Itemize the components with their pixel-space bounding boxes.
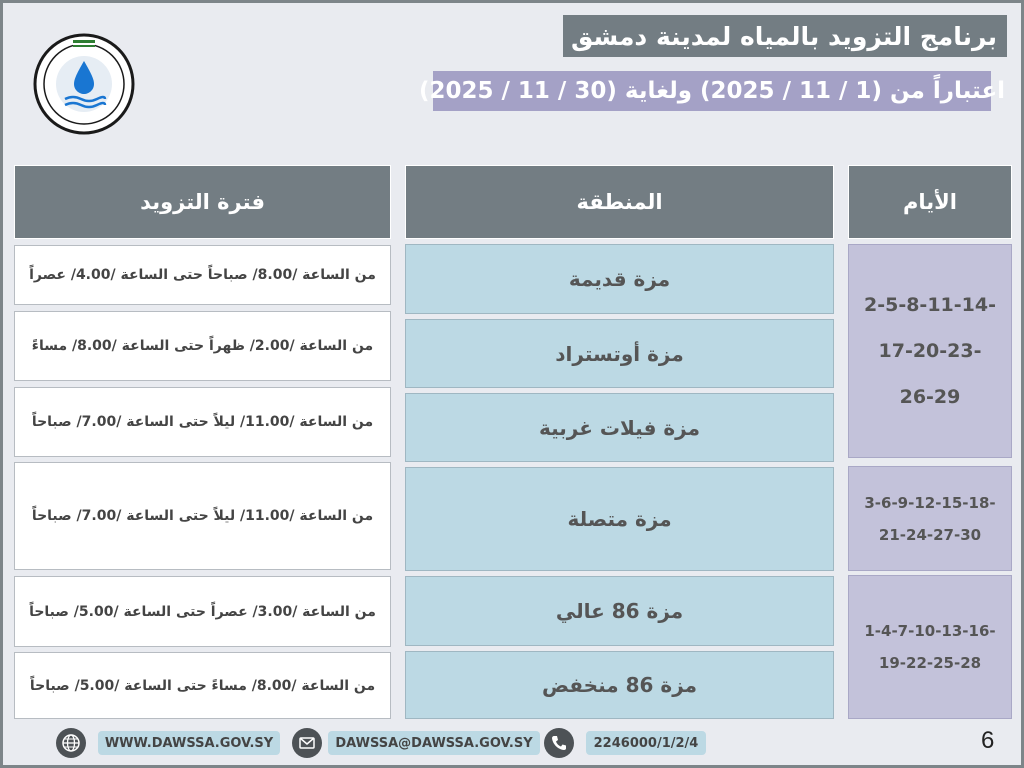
phone-icon [544,728,574,758]
website-link[interactable]: WWW.DAWSSA.GOV.SY [98,731,280,755]
page-title: برنامج التزويد بالمياه لمدينة دمشق [563,15,1007,57]
days-line: 2-5-8-11-14- [864,294,996,316]
days-cell-group-1 [848,244,1012,458]
area-cell: مزة متصلة [405,467,834,571]
period-cell: من الساعة /11.00/ ليلاً حتى الساعة /7.00/ صباحاً [14,387,391,457]
globe-icon [56,728,86,758]
days-line: 19-22-25-28 [878,654,982,672]
header-area: المنطقة [405,165,834,239]
days-cell-group-2 [848,466,1012,571]
area-cell: مزة أوتستراد [405,319,834,388]
period-cell: من الساعة /8.00/ صباحاً حتى الساعة /4.00/ عصراً [14,245,391,305]
date-range-subtitle: اعتباراً من (1 / 11 / 2025) ولغاية (30 / 11 / 2025) [433,71,991,111]
area-cell: مزة 86 منخفض [405,651,834,719]
days-line: 3-6-9-12-15-18- [864,493,996,512]
mail-icon [292,728,322,758]
days-cell-group-3 [848,575,1012,719]
days-line: 17-20-23- [878,340,982,362]
period-cell: من الساعة /2.00/ ظهراً حتى الساعة /8.00/ مساءً [14,311,391,381]
period-cell: من الساعة /3.00/ عصراً حتى الساعة /5.00/ صباحاً [14,576,391,647]
phone-number[interactable]: 2246000/1/2/4 [586,731,706,755]
page [3,3,1021,765]
page-number: 6 [981,727,995,754]
email-link[interactable]: DAWSSA@DAWSSA.GOV.SY [328,731,540,755]
days-line: 21-24-27-30 [878,525,982,544]
period-cell: من الساعة /11.00/ ليلاً حتى الساعة /7.00/ صباحاً [14,462,391,570]
days-line: 26-29 [899,386,961,408]
header-period: فترة التزويد [14,165,391,239]
area-cell: مزة 86 عالي [405,576,834,646]
header-days: الأيام [848,165,1012,239]
area-cell: مزة قديمة [405,244,834,314]
period-cell: من الساعة /8.00/ مساءً حتى الساعة /5.00/ صباحاً [14,652,391,719]
days-line: 1-4-7-10-13-16- [864,622,996,640]
area-cell: مزة فيلات غربية [405,393,834,462]
water-authority-logo [33,33,135,135]
